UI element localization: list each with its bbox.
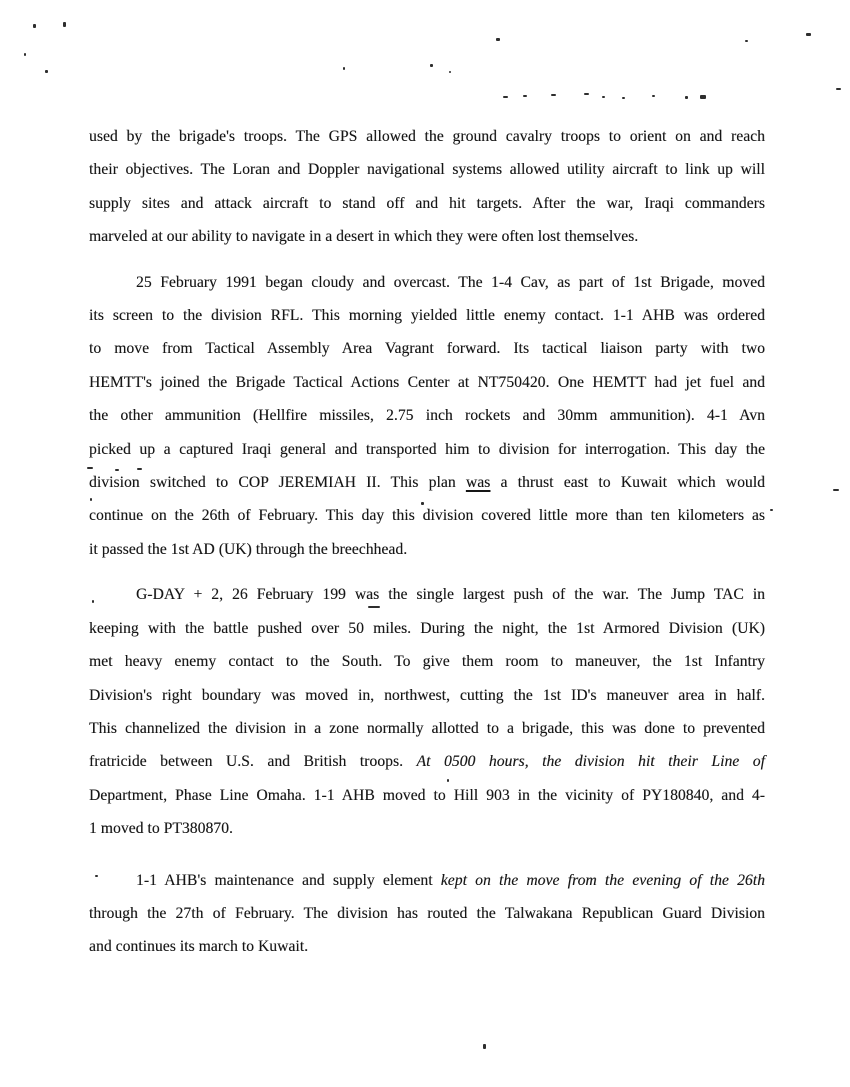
- scan-speck: [685, 96, 688, 99]
- text-line: its screen to the division RFL. This morning yielded little enemy contact. 1-1 AHB was ordered: [89, 307, 765, 325]
- text-line: [89, 745, 765, 778]
- scan-speck: [90, 498, 92, 501]
- document-text-block: [89, 120, 765, 964]
- scan-speck: [584, 93, 589, 95]
- paragraph-g-day-plus-2: [89, 578, 765, 845]
- text-line: supply sites and attack aircraft to stand off and hit targets. After the war, Iraqi commanders: [89, 194, 765, 212]
- scan-speck: [430, 64, 433, 67]
- text-line: This channelized the division in a zone normally allotted to a brigade, this was done to prevented: [89, 719, 765, 737]
- scan-speck: [92, 600, 94, 603]
- text-line: keeping with the battle pushed over 50 miles. During the night, the 1st Armored Division (UK): [89, 619, 765, 637]
- scan-speck: [833, 489, 839, 491]
- scan-speck: [551, 94, 556, 96]
- text-line: marveled at our ability to navigate in a desert in which they were often lost themselves.: [89, 228, 639, 246]
- text-line: [89, 466, 765, 499]
- text-line: used by the brigade's troops. The GPS allowed the ground cavalry troops to orient on and reach: [89, 128, 765, 145]
- text-line: picked up a captured Iraqi general and transported him to division for interrogation. This day the: [89, 440, 765, 458]
- text-line: through the 27th of February. The division has routed the Talwakana Republican Guard Division: [89, 904, 765, 922]
- scan-speck: [368, 606, 380, 608]
- text-line: and continues its march to Kuwait.: [89, 938, 309, 956]
- text-line: HEMTT's joined the Brigade Tactical Actions Center at NT750420. One HEMTT had jet fuel and: [89, 373, 765, 391]
- text-line: Division's right boundary was moved in, northwest, cutting the 1st ID's maneuver area in half.: [89, 686, 765, 704]
- scan-speck: [770, 509, 773, 511]
- scan-speck: [700, 95, 706, 99]
- text-line: their objectives. The Loran and Doppler navigational systems allowed utility aircraft to link up will: [89, 161, 765, 179]
- text-line: 1 moved to PT380870.: [89, 820, 233, 838]
- scan-speck: [447, 779, 449, 782]
- scan-speck: [503, 96, 508, 98]
- scan-speck: [63, 22, 66, 27]
- text-segment-italic: kept on the move from the evening of the 26th: [440, 871, 765, 889]
- text-line: Department, Phase Line Omaha. 1-1 AHB moved to Hill 903 in the vicinity of PY180840, and 4-: [89, 786, 765, 804]
- paragraph-maintenance-supply: [89, 864, 765, 964]
- scan-speck: [115, 469, 119, 471]
- scan-speck: [343, 67, 345, 70]
- scan-speck: [652, 95, 655, 97]
- scan-speck: [806, 33, 811, 36]
- paragraph-gps-navigation: [89, 120, 765, 254]
- scan-speck: [496, 38, 500, 41]
- scan-speck: [836, 88, 841, 90]
- scan-speck: [483, 1044, 486, 1049]
- scan-speck: [95, 875, 98, 877]
- text-line: continue on the 26th of February. This day this division covered little more than ten kilometers as: [89, 507, 765, 525]
- text-segment: division switched to COP JEREMIAH II. This plan: [89, 474, 466, 492]
- scan-speck: [24, 53, 26, 56]
- text-line: it passed the 1st AD (UK) through the breechhead.: [89, 540, 408, 558]
- scan-speck: [602, 96, 605, 98]
- scan-speck: [137, 468, 142, 470]
- scan-speck: [421, 502, 424, 505]
- text-line: 25 February 1991 began cloudy and overcast. The 1-4 Cav, as part of 1st Brigade, moved: [136, 273, 765, 291]
- paragraph-25-february-1991: [89, 266, 765, 567]
- text-line: the other ammunition (Hellfire missiles, 2.75 inch rockets and 30mm ammunition). 4-1 Avn: [89, 407, 765, 425]
- text-line: met heavy enemy contact to the South. To give them room to maneuver, the 1st Infantry: [89, 653, 765, 671]
- scan-speck: [33, 24, 36, 28]
- text-segment: 1-1 AHB's maintenance and supply element: [136, 871, 441, 889]
- text-segment-italic: At 0500 hours, the division hit their Line of: [416, 753, 765, 771]
- scan-speck: [87, 467, 93, 469]
- text-line: G-DAY + 2, 26 February 199 was the single largest push of the war. The Jump TAC in: [136, 586, 765, 604]
- text-line: to move from Tactical Assembly Area Vagrant forward. Its tactical liaison party with two: [89, 340, 765, 358]
- scan-speck: [449, 71, 451, 73]
- text-segment: a thrust east to Kuwait which would: [490, 474, 765, 492]
- text-line: [89, 864, 765, 897]
- underlined-word-was: was: [465, 474, 491, 492]
- scan-speck: [622, 97, 625, 99]
- scan-speck: [745, 40, 748, 42]
- scan-speck: [523, 95, 527, 97]
- text-segment: fratricide between U.S. and British troops.: [89, 753, 417, 771]
- scan-speck: [45, 70, 48, 73]
